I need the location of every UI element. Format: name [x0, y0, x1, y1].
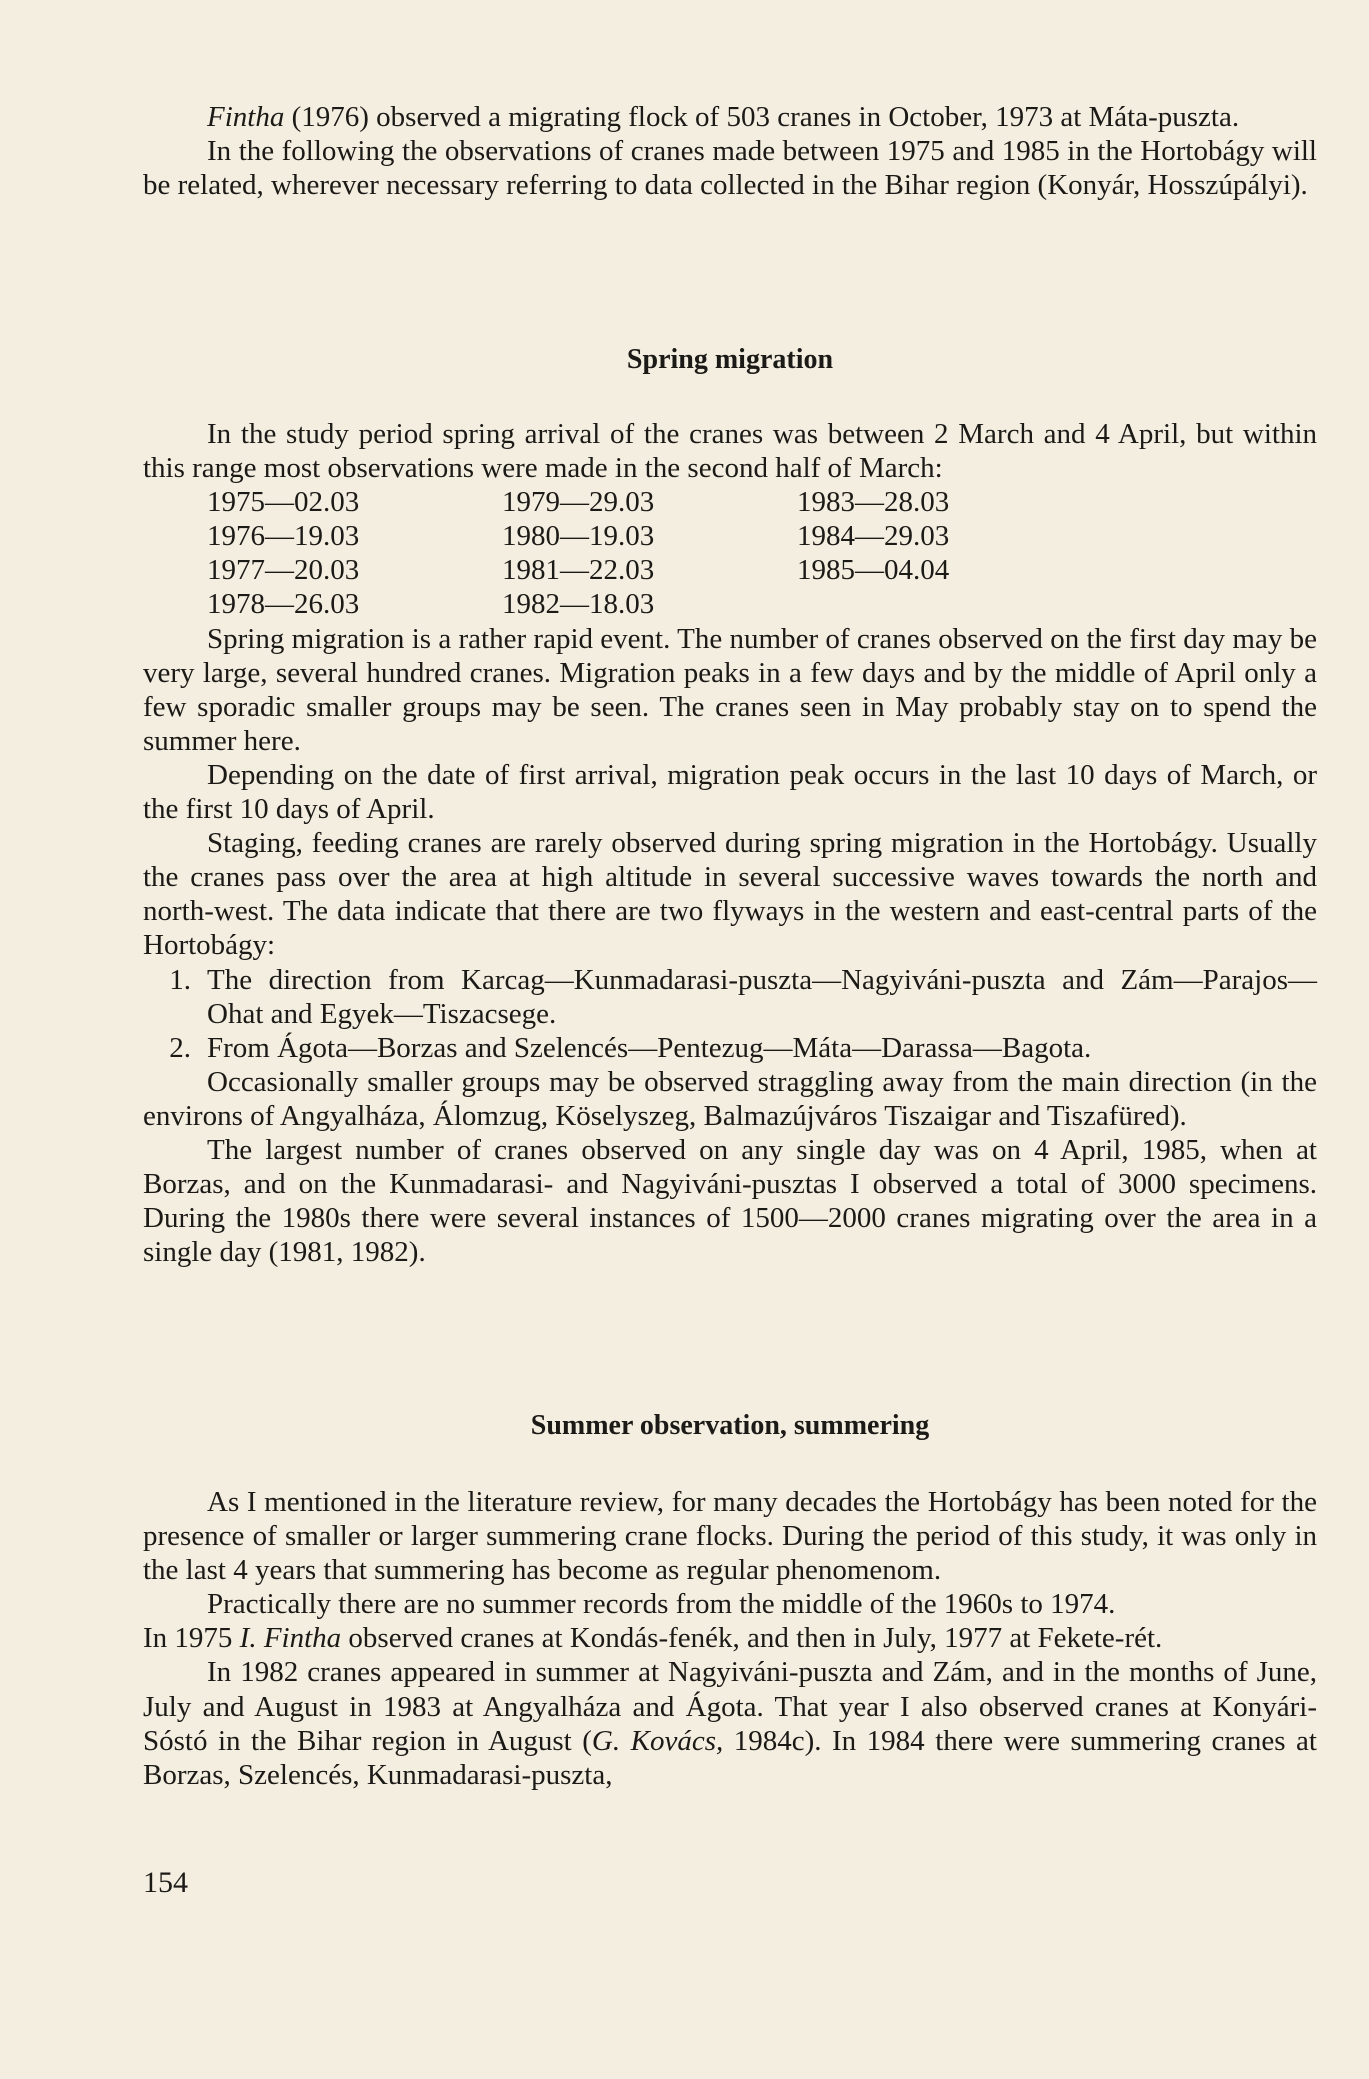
arrival-date: 1977—20.03 [207, 554, 360, 587]
summer-text: observed cranes at Kondás-fenék, and then in July, 1977 at Fekete-rét. [341, 1622, 1163, 1655]
summer-paragraph-1: As I mentioned in the literature review, for many decades the Hortobágy has been noted for the presence of smaller or larger summering crane flocks. During the period of this study, it was only in the last 4 years that summering has become as regular phenomenom. [143, 1486, 1317, 1587]
page-number: 154 [143, 1866, 188, 1899]
author-name: G. Kovács, [591, 1724, 724, 1757]
spring-paragraph-2: Spring migration is a rather rapid event. The number of cranes observed on the first day may be very large, several hundred cranes. Migration peaks in a few days and by the middle of April only a few sporadic smaller groups may be seen. The cranes seen in May probably stay on to spend the summer here. [143, 622, 1317, 757]
arrival-date: 1985—04.04 [797, 554, 950, 587]
arrival-date [797, 587, 1092, 621]
spring-paragraph-5: Occasionally smaller groups may be observed straggling away from the main direction (in the environs of Angyalháza, Álomzug, Köselyszeg, Balmazújváros Tiszaigar and Tiszafüred). [143, 1065, 1317, 1132]
spring-paragraph-6: The largest number of cranes observed on any single day was on 4 April, 1985, when at Borzas, and on the Kunmadarasi- and Nagyiváni-pusztas I observed a total of 3000 specimens. During the 1980s there were several instances of 1500—2000 cranes migrating over the area in a single day (1981, 1982). [143, 1133, 1317, 1269]
summer-text: 1984c). In 1984 there were summering cranes at Borzas, Szelencés, Kunmadarasi-puszta, [143, 1724, 1317, 1791]
author-name: I. Fintha [239, 1622, 342, 1655]
summer-paragraph-4 [143, 1655, 1317, 1791]
list-text: From Ágota—Borzas and Szelencés—Pentezug—Máta—Darassa—Bagota. [207, 1031, 1092, 1064]
summer-text: In 1975 [143, 1622, 240, 1655]
intro-text: (1976) observed a migrating flock of 503 cranes in October, 1973 at Máta-puszta. [284, 101, 1240, 133]
summer-paragraph-2: Practically there are no summer records from the middle of the 1960s to 1974. [207, 1588, 1116, 1621]
heading-spring-migration: Spring migration [626, 344, 834, 375]
spring-paragraph-1: In the study period spring arrival of the cranes was between 2 March and 4 April, but within this range most observations were made in the second half of March: [143, 418, 1317, 485]
arrival-date: 1981—22.03 [502, 554, 655, 587]
list-text: The direction from Karcag—Kunmadarasi-puszta—Nagyiváni-puszta and Zám—Parajos—Ohat and Egyek—Tiszacsege. [207, 963, 1317, 1030]
intro-paragraph-2: In the following the observations of cranes made between 1975 and 1985 in the Hortobágy will be related, wherever necessary referring to data collected in the Bihar region (Konyár, Hosszúpályi). [143, 135, 1317, 202]
spring-section [143, 417, 1317, 1269]
arrival-date: 1979—29.03 [502, 486, 655, 519]
arrival-date: 1983—28.03 [797, 486, 950, 519]
spring-paragraph-3: Depending on the date of first arrival, migration peak occurs in the last 10 days of March, or the first 10 days of April. [143, 758, 1317, 826]
arrival-date: 1978—26.03 [207, 588, 360, 621]
flyway-list-item [143, 1031, 1317, 1065]
arrival-date: 1980—19.03 [502, 520, 655, 553]
arrival-date: 1976—19.03 [207, 520, 360, 553]
arrival-date: 1975—02.03 [207, 486, 360, 519]
summer-section [143, 1485, 1317, 1792]
heading-summer-observation: Summer observation, summering [530, 1410, 930, 1441]
spring-paragraph-4: Staging, feeding cranes are rarely observed during spring migration in the Hortobágy. Usually the cranes pass over the area at high altitude in several successive waves towards the north and north-west. The data indicate that there are two flyways in the western and east-central parts of the Hortobágy: [143, 827, 1317, 962]
list-number: 2. [169, 1031, 191, 1064]
flyway-list-item [143, 963, 1317, 1031]
arrival-date: 1982—18.03 [502, 588, 655, 621]
intro-section [143, 100, 1317, 202]
arrival-date: 1984—29.03 [797, 520, 950, 553]
author-name: Fintha [207, 101, 285, 133]
summer-paragraph-3 [143, 1621, 1317, 1655]
intro-paragraph-1 [143, 100, 1317, 134]
arrival-dates-table [207, 485, 1317, 621]
summer-text: In 1982 cranes appeared in summer at Nagyiváni-puszta and Zám, and in the months of June, July and August in 1983 at Angyalháza and Ágota. That year I also observed cranes at Konyári-Sóstó in the Bihar region in August ( [143, 1656, 1317, 1757]
list-number: 1. [169, 963, 191, 996]
